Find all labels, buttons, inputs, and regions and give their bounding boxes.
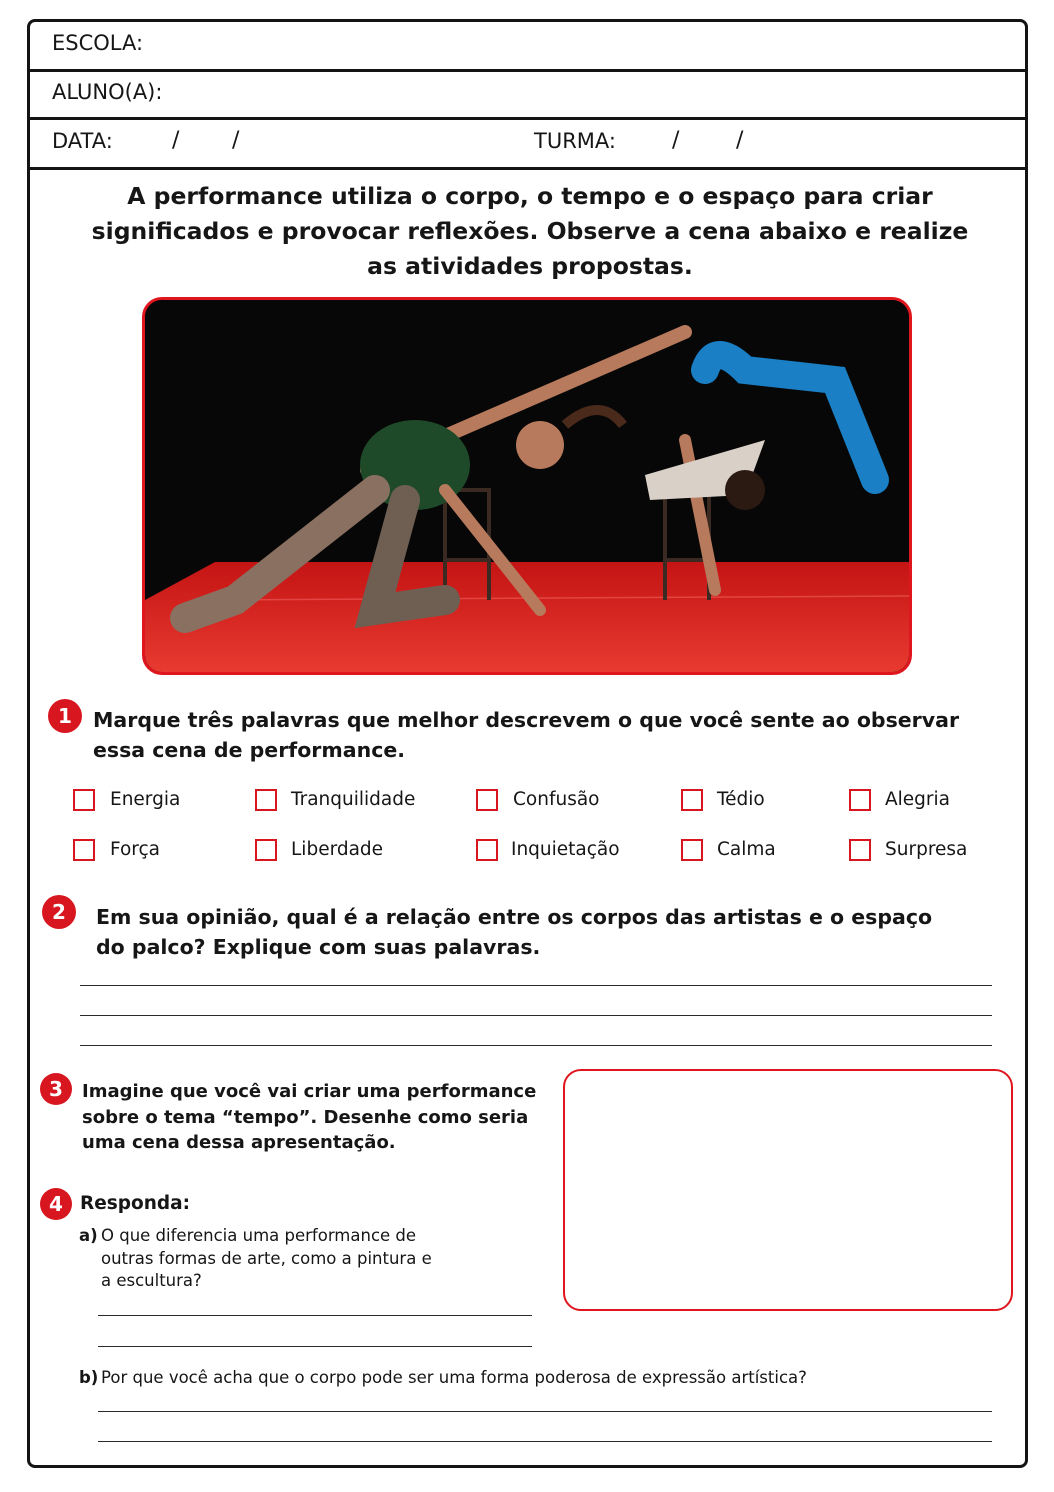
answer-line-4b-1[interactable] [98, 1411, 992, 1412]
answer-line-2-3[interactable] [80, 1045, 992, 1046]
option-label-inquietacao: Inquietação [511, 839, 620, 860]
option-label-tranquilidade: Tranquilidade [291, 789, 416, 810]
checkbox-tranquilidade[interactable] [255, 789, 277, 811]
date-class-row [30, 117, 1025, 170]
question-4b-label: b) [79, 1368, 99, 1387]
checkbox-energia[interactable] [73, 789, 95, 811]
question-2-number: 2 [42, 895, 76, 929]
checkbox-confusao[interactable] [476, 789, 498, 811]
option-label-liberdade: Liberdade [291, 839, 384, 860]
answer-line-2-2[interactable] [80, 1015, 992, 1016]
checkbox-tedio[interactable] [681, 789, 703, 811]
student-row [30, 69, 1025, 120]
date-label: DATA: [52, 129, 113, 153]
question-1-number: 1 [48, 699, 82, 733]
question-3-text: Imagine que você vai criar uma performance sobre o tema “tempo”. Desenhe como seria uma cena dessa apresentação. [82, 1081, 537, 1153]
class-label: TURMA: [534, 129, 616, 153]
question-4-text: Responda: [80, 1193, 191, 1214]
answer-line-2-1[interactable] [80, 985, 992, 986]
checkbox-surpresa[interactable] [849, 839, 871, 861]
class-slash-1: / [672, 128, 680, 153]
question-1-text: Marque três palavras que melhor descrevem o que você sente ao observar essa cena de performance. [93, 708, 960, 762]
student-label: ALUNO(A): [52, 80, 163, 104]
option-label-energia: Energia [110, 789, 181, 810]
date-slash-2: / [232, 128, 240, 153]
question-2-text: Em sua opinião, qual é a relação entre os corpos das artistas e o espaço do palco? Explique com suas palavras. [96, 905, 933, 959]
school-row [30, 22, 1025, 72]
question-4b-text: Por que você acha que o corpo pode ser uma forma poderosa de expressão artística? [101, 1368, 807, 1387]
checkbox-inquietacao[interactable] [476, 839, 498, 861]
checkbox-forca[interactable] [73, 839, 95, 861]
intro-text: A performance utiliza o corpo, o tempo e o espaço para criar significados e provocar reflexões. Observe a cena abaixo e realize as atividades propostas. [91, 182, 969, 280]
option-label-confusao: Confusão [513, 789, 600, 810]
question-4a-label: a) [79, 1226, 98, 1245]
option-label-tedio: Tédio [717, 789, 765, 810]
worksheet [27, 19, 1028, 1468]
question-4-number: 4 [40, 1188, 72, 1220]
checkbox-liberdade[interactable] [255, 839, 277, 861]
question-3-number: 3 [40, 1073, 72, 1105]
dancers-illustration [145, 300, 909, 672]
answer-line-4a-1[interactable] [98, 1315, 532, 1316]
answer-line-4b-2[interactable] [98, 1441, 992, 1442]
option-label-calma: Calma [717, 839, 776, 860]
option-label-surpresa: Surpresa [885, 839, 968, 860]
date-slash-1: / [172, 128, 180, 153]
drawing-box[interactable] [563, 1069, 1013, 1311]
performance-photo [142, 297, 912, 675]
option-label-forca: Força [110, 839, 161, 860]
checkbox-calma[interactable] [681, 839, 703, 861]
option-label-alegria: Alegria [885, 789, 951, 810]
question-4a-text: O que diferencia uma performance de outras formas de arte, como a pintura e a escultura? [101, 1226, 432, 1290]
school-label: ESCOLA: [52, 31, 144, 55]
answer-line-4a-2[interactable] [98, 1346, 532, 1347]
class-slash-2: / [736, 128, 744, 153]
checkbox-alegria[interactable] [849, 789, 871, 811]
